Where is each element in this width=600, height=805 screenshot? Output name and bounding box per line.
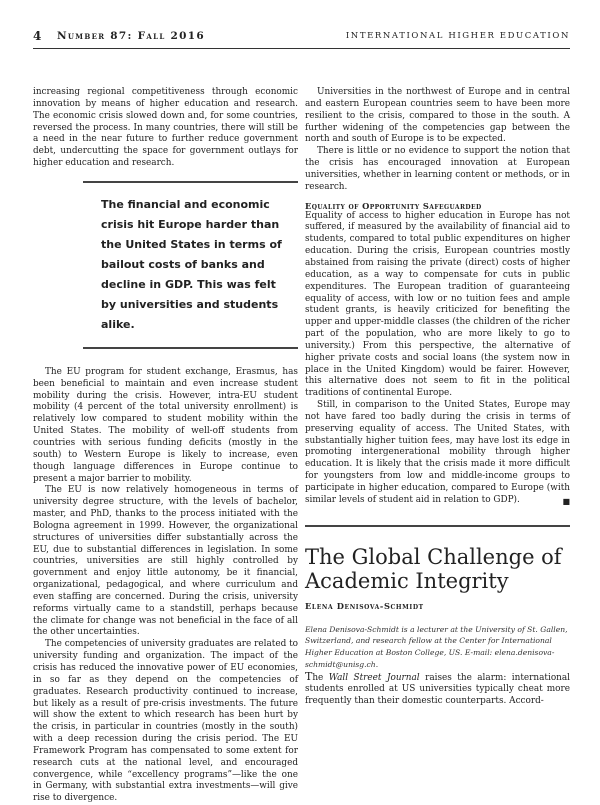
right-paragraph: Equality of access to higher education in Europe has not suffered, if measured by the availability of financial aid to students, compared to total public expenditures on higher education. During the crisis, European countries mostly abstained from raising the private (direct) costs of higher education, as a way to compensate for cuts in public expenditures. The European tradition of guaranteeing equality of access, with low or no tuition fees and ample student grants, is heavily criticized for benefiting the upper and upper-middle classes (the children of the richer part of the population, who are more likely to go to university.) From this perspective, the alternative of higher private costs and social loans (the system now in place in the United Kingdom) would be fairer. However, this alternative does not seem to fit in the political traditions of continental Europe. bbox=[305, 210, 570, 399]
article-author: Elena Denisova-Schmidt bbox=[305, 600, 424, 611]
article-separator bbox=[305, 525, 570, 527]
author-bio: Elena Denisova-Schmidt is a lecturer at the University of St. Gallen, Switzerland, and research fellow at the Center for International Higher Education at Boston College, US. E-mail: elena.denisova-schmidt@unisg.ch. bbox=[305, 624, 568, 669]
paragraph-text: Still, in comparison to the United States, Europe may not have fared too badly during the crisis in terms of preserving equality of access. The United States, with substantially higher tuition fees, may have lost its edge in promoting intergenerational mobility through higher education. It is likely that the crisis made it more difficult for youngsters from low and middle-income groups to participate in higher education, compared to Europe (with similar levels of student aid in relation to GDP). bbox=[305, 400, 570, 505]
section-heading: Equality of Opportunity Safeguarded bbox=[305, 200, 482, 211]
right-paragraph bbox=[305, 400, 570, 507]
page-number: 4 bbox=[33, 29, 42, 43]
right-paragraph: There is little or no evidence to support the notion that the crisis has encouraged innovation at European universities, whether in learning content or methods, or in research. bbox=[305, 146, 570, 192]
left-paragraph: The EU is now relatively homogeneous in terms of university degree structure, with the levels of bachelor, master, and PhD, thanks to the process initiated with the Bologna agreement in 1999. However, the organizational structures of universities differ substantially across the EU, due to substantial differences in legislation. In some countries, universities are still highly controlled by government and enjoy little autonomy, be it financial, organizational, pedagogical, and where curriculum and even staffing are concerned. During the crisis, university reforms virtually came to a standstill, perhaps because the climate for change was not beneficial in the face of all the other uncertainties. bbox=[33, 485, 298, 638]
pull-quote-text: The financial and economic crisis hit Europe harder than the United States in terms of bailout costs of banks and decline in GDP. This was felt by universities and students alike. bbox=[101, 197, 282, 331]
left-column bbox=[33, 87, 298, 805]
header-rule bbox=[33, 48, 570, 49]
article-lead-paragraph bbox=[305, 671, 570, 709]
article-title: The Global Challenge of Academic Integrity bbox=[305, 544, 562, 593]
lead-text: raises the alarm: international students enrolled at US universities typically cheat more frequently than their domestic counterparts. Accord- bbox=[305, 672, 571, 707]
left-paragraph: The competencies of university graduates are related to university funding and organization. The impact of the crisis has reduced the innovative power of EU economies, in so far as they depend on the competencies of graduates. Research productivity continued to increase, but likely as a result of pre-crisis investments. The future will show the extent to which research has been hurt by the crisis, in particular in countries (mostly in the south) with a deep recession during the crisis period. The EU Framework Program has compensated to some extent for research cuts at the national level, and encouraged convergence, while “excellency programs”—like the one in Germany, with substantial extra investments—will give rise to divergence. bbox=[33, 639, 298, 804]
journal-title: INTERNATIONAL HIGHER EDUCATION bbox=[345, 31, 570, 41]
right-paragraph: Universities in the northwest of Europe and in central and eastern European countries seem to have been more resilient to the crisis, compared to those in the south. A further widening of the competencies gap between the north and south of Europe is to be expected. bbox=[305, 87, 570, 145]
lead-text: he bbox=[312, 672, 329, 683]
drop-cap: T bbox=[305, 669, 313, 683]
publication-name: Wall Street Journal bbox=[328, 672, 420, 683]
pull-quote bbox=[83, 181, 298, 349]
right-column bbox=[305, 87, 570, 708]
running-header bbox=[33, 29, 570, 45]
left-paragraph: increasing regional competitiveness through economic innovation by means of higher education and research. The economic crisis slowed down and, for some countries, reversed the process. In many countries, there will still be a need in the near future to further reduce government debt, undercutting the space for government outlays for higher education and research. bbox=[33, 87, 298, 169]
left-paragraph: The EU program for student exchange, Erasmus, has been beneficial to maintain and even increase student mobility during the crisis. However, intra-EU student mobility (4 percent of the total university enrollment) is relatively low compared to student mobility within the United States. The mobility of well-off students from countries with serious funding deficits (mostly in the south) to Western Europe is likely to increase, even though language differences in Europe continue to present a major barrier to mobility. bbox=[33, 366, 298, 484]
issue-label: Number 87: Fall 2016 bbox=[57, 30, 205, 42]
end-of-article-mark: ■ bbox=[562, 496, 570, 506]
